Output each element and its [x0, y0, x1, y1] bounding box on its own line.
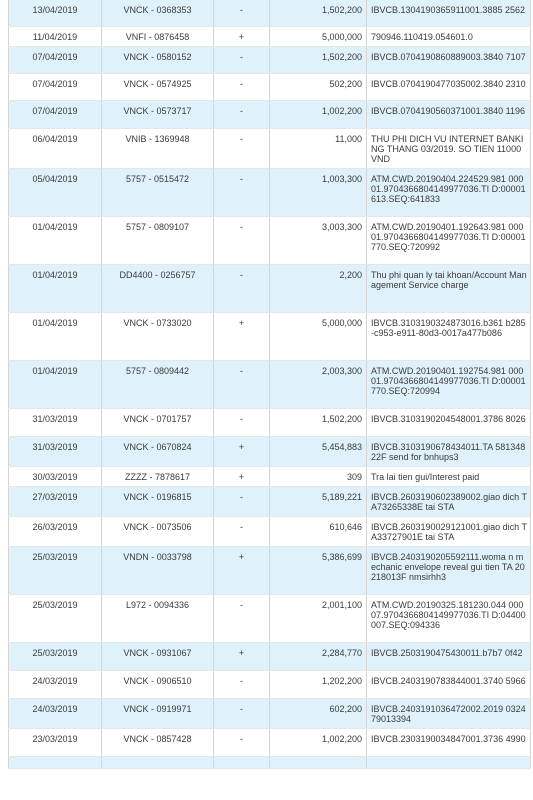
transaction-amount: 1,502,200: [270, 46, 367, 73]
transaction-description: IBVCB.3103190678434011.TA 58134822F send for bnhups3: [367, 436, 531, 466]
table-row: [9, 594, 531, 642]
transaction-amount: 309: [270, 466, 367, 486]
transaction-reference: VNCK - 0368353: [102, 0, 214, 26]
table-row: [9, 0, 531, 26]
transaction-amount: 2,284,770: [270, 642, 367, 670]
transaction-description: Thu phi quan ly tai khoan/Account Management Service charge: [367, 264, 531, 312]
transaction-amount: 5,000,000: [270, 312, 367, 360]
debit-credit-sign: -: [214, 670, 270, 698]
transaction-reference: VNCK - 0701757: [102, 408, 214, 436]
transaction-description: ATM.CWD.20190325.181230.044 00007.9704366804149977036.TI D:04400007.SEQ:094336: [367, 594, 531, 642]
transaction-amount: 1,502,200: [270, 0, 367, 26]
debit-credit-sign: +: [214, 312, 270, 360]
transaction-description: IBVCB.2403190783844001.3740 5966: [367, 670, 531, 698]
transaction-date: 11/04/2019: [9, 26, 102, 46]
transaction-description: Tra lai tien gui/Interest paid: [367, 466, 531, 486]
table-row: [9, 670, 531, 698]
transaction-table-body: [9, 0, 531, 768]
table-row: [9, 436, 531, 466]
transaction-date: 25/03/2019: [9, 546, 102, 594]
transaction-date: 25/03/2019: [9, 642, 102, 670]
transaction-description: IBVCB.2603190029121001.giao dich TA33727901E tai STA: [367, 516, 531, 546]
table-row: [9, 46, 531, 73]
transaction-reference: 5757 - 0515472: [102, 168, 214, 216]
transaction-amount: 610,646: [270, 516, 367, 546]
debit-credit-sign: -: [214, 728, 270, 756]
table-row: [9, 408, 531, 436]
transaction-description: IBVCB.2603190602389002.giao dich TA73265338E tai STA: [367, 486, 531, 516]
table-row: [9, 168, 531, 216]
transaction-description: IBVCB.2303190034847001.3736 4990: [367, 728, 531, 756]
table-row: [9, 642, 531, 670]
debit-credit-sign: -: [214, 360, 270, 408]
transaction-description: IBVCB.0704190560371001.3840 1196: [367, 100, 531, 128]
table-row: [9, 73, 531, 100]
transaction-reference: DD4400 - 0256757: [102, 264, 214, 312]
transaction-date: 07/04/2019: [9, 46, 102, 73]
transaction-reference: VNCK - 0573717: [102, 100, 214, 128]
table-row: [9, 264, 531, 312]
debit-credit-sign: -: [214, 264, 270, 312]
transaction-amount: 5,000,000: [270, 26, 367, 46]
transaction-table: [8, 0, 531, 769]
debit-credit-sign: +: [214, 642, 270, 670]
debit-credit-sign: +: [214, 26, 270, 46]
transaction-reference: VNCK - 0931067: [102, 642, 214, 670]
transaction-reference: VNCK - 0073506: [102, 516, 214, 546]
transaction-description: ATM.CWD.20190404.224529.981 00001.9704366804149977036.TI D:00001613.SEQ:641833: [367, 168, 531, 216]
transaction-amount: 5,189,221: [270, 486, 367, 516]
transaction-description: IBVCB.3103190324873016.b361 b285-c953-e911-80d3-0017a477b086: [367, 312, 531, 360]
table-row: [9, 100, 531, 128]
debit-credit-sign: -: [214, 516, 270, 546]
transaction-date: 01/04/2019: [9, 216, 102, 264]
debit-credit-sign: -: [214, 486, 270, 516]
debit-credit-sign: -: [214, 698, 270, 728]
transaction-date: 23/03/2019: [9, 728, 102, 756]
transaction-description: IBVCB.2503190475430011.b7b7 0f42: [367, 642, 531, 670]
transaction-date: 06/04/2019: [9, 128, 102, 168]
transaction-amount: 11,000: [270, 128, 367, 168]
table-row: [9, 546, 531, 594]
transaction-date: 05/04/2019: [9, 168, 102, 216]
table-row: [9, 486, 531, 516]
transaction-reference: L972 - 0094336: [102, 594, 214, 642]
table-row: [9, 728, 531, 756]
table-row: [9, 312, 531, 360]
transaction-amount: 2,001,100: [270, 594, 367, 642]
transaction-reference: VNCK - 0906510: [102, 670, 214, 698]
transaction-amount: [270, 756, 367, 768]
transaction-reference: VNCK - 0857428: [102, 728, 214, 756]
transaction-date: 07/04/2019: [9, 73, 102, 100]
debit-credit-sign: +: [214, 436, 270, 466]
transaction-date: 24/03/2019: [9, 670, 102, 698]
transaction-date: 13/04/2019: [9, 0, 102, 26]
debit-credit-sign: -: [214, 100, 270, 128]
transaction-reference: VNCK - 0670824: [102, 436, 214, 466]
debit-credit-sign: -: [214, 46, 270, 73]
transaction-date: 31/03/2019: [9, 436, 102, 466]
table-row: [9, 466, 531, 486]
transaction-reference: 5757 - 0809442: [102, 360, 214, 408]
transaction-date: 07/04/2019: [9, 100, 102, 128]
transaction-description: IBVCB.0704190477035002.3840 2310: [367, 73, 531, 100]
transaction-amount: 1,003,300: [270, 168, 367, 216]
transaction-description: [367, 756, 531, 768]
debit-credit-sign: -: [214, 0, 270, 26]
transaction-reference: VNCK - 0196815: [102, 486, 214, 516]
transaction-description: IBVCB.1304190365911001.3885 2562: [367, 0, 531, 26]
transaction-amount: 5,386,699: [270, 546, 367, 594]
transaction-description: IBVCB.3103190204548001.3786 8026: [367, 408, 531, 436]
transaction-reference: VNFI - 0876458: [102, 26, 214, 46]
table-row: [9, 756, 531, 768]
debit-credit-sign: -: [214, 594, 270, 642]
transaction-date: 01/04/2019: [9, 312, 102, 360]
transaction-reference: 5757 - 0809107: [102, 216, 214, 264]
debit-credit-sign: -: [214, 168, 270, 216]
transaction-amount: 2,003,300: [270, 360, 367, 408]
table-row: [9, 360, 531, 408]
debit-credit-sign: -: [214, 216, 270, 264]
transaction-description: IBVCB.2403190205592111.woma n mechanic envelope reveal gui tien TA 20218013F nmsirhh3: [367, 546, 531, 594]
transaction-reference: VNCK - 0733020: [102, 312, 214, 360]
transaction-date: 25/03/2019: [9, 594, 102, 642]
transaction-reference: VNCK - 0574925: [102, 73, 214, 100]
debit-credit-sign: -: [214, 408, 270, 436]
transaction-amount: 1,202,200: [270, 670, 367, 698]
debit-credit-sign: [214, 756, 270, 768]
transaction-date: 31/03/2019: [9, 408, 102, 436]
table-row: [9, 26, 531, 46]
transaction-description: IBVCB.2403191036472002.2019 032479013394: [367, 698, 531, 728]
transaction-date: 01/04/2019: [9, 264, 102, 312]
transaction-reference: VNDN - 0033798: [102, 546, 214, 594]
transaction-reference: ZZZZ - 7878617: [102, 466, 214, 486]
transaction-amount: 5,454,883: [270, 436, 367, 466]
table-row: [9, 516, 531, 546]
transaction-description: ATM.CWD.20190401.192643.981 00001.9704366804149977036.TI D:00001770.SEQ:720992: [367, 216, 531, 264]
transaction-amount: 1,002,200: [270, 100, 367, 128]
transaction-reference: VNCK - 0580152: [102, 46, 214, 73]
transaction-description: 790946.110419.054601.0: [367, 26, 531, 46]
transaction-amount: 2,200: [270, 264, 367, 312]
transaction-date: [9, 756, 102, 768]
transaction-amount: 502,200: [270, 73, 367, 100]
transaction-description: IBVCB.0704190860889003.3840 7107: [367, 46, 531, 73]
transaction-amount: 3,003,300: [270, 216, 367, 264]
debit-credit-sign: -: [214, 73, 270, 100]
transaction-date: 30/03/2019: [9, 466, 102, 486]
transaction-date: 24/03/2019: [9, 698, 102, 728]
transaction-date: 27/03/2019: [9, 486, 102, 516]
table-row: [9, 698, 531, 728]
transaction-description: ATM.CWD.20190401.192754.981 00001.9704366804149977036.TI D:00001770.SEQ:720994: [367, 360, 531, 408]
table-row: [9, 128, 531, 168]
transaction-date: 26/03/2019: [9, 516, 102, 546]
transaction-reference: VNIB - 1369948: [102, 128, 214, 168]
debit-credit-sign: +: [214, 546, 270, 594]
transaction-amount: 602,200: [270, 698, 367, 728]
transaction-description: THU PHI DICH VU INTERNET BANKING THANG 03/2019. SO TIEN 11000 VND: [367, 128, 531, 168]
debit-credit-sign: +: [214, 466, 270, 486]
transaction-amount: 1,002,200: [270, 728, 367, 756]
transaction-reference: [102, 756, 214, 768]
transaction-date: 01/04/2019: [9, 360, 102, 408]
table-row: [9, 216, 531, 264]
debit-credit-sign: -: [214, 128, 270, 168]
transaction-amount: 1,502,200: [270, 408, 367, 436]
transaction-reference: VNCK - 0919971: [102, 698, 214, 728]
